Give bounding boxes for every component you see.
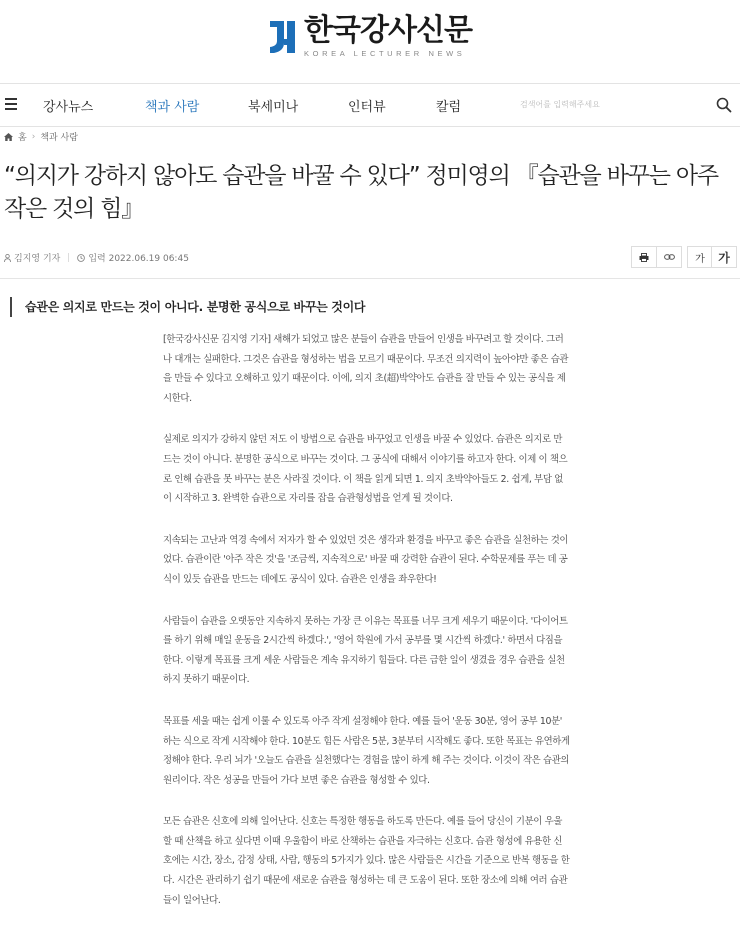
site-logo[interactable] xyxy=(268,12,472,58)
user-icon xyxy=(4,254,11,262)
breadcrumb-section[interactable]: 책과 사람 xyxy=(40,133,78,143)
breadcrumb xyxy=(4,130,78,143)
breadcrumb-home[interactable]: 홈 xyxy=(18,133,27,143)
main-nav xyxy=(0,83,740,127)
link-icon xyxy=(664,253,675,261)
print-icon xyxy=(639,253,649,262)
logo-subtitle: KOREA LECTURER NEWS xyxy=(304,48,466,58)
clock-icon xyxy=(77,254,85,262)
nav-item-book-seminar[interactable]: 북세미나 xyxy=(248,100,299,115)
masthead xyxy=(0,0,740,72)
article-subtitle: 습관은 의지로 만드는 것이 아니다. 분명한 공식으로 바꾸는 것이다 xyxy=(10,297,365,317)
logo-title: 한국강사신문 xyxy=(304,12,472,48)
chevron-right-icon: › xyxy=(31,131,36,142)
nav-item-column[interactable]: 칼럼 xyxy=(436,100,462,115)
article-date: 입력 2022.06.19 06:45 xyxy=(88,254,189,264)
font-increase-button[interactable]: 가 xyxy=(711,246,737,268)
font-decrease-button[interactable]: 가 xyxy=(687,246,713,268)
search-input[interactable]: 검색어를 입력해주세요 xyxy=(520,100,600,109)
article-paragraph: 목표를 세울 때는 쉽게 이룰 수 있도록 아주 작게 설정해야 한다. 예를 들어 '운동 30분, 영어 공부 10분' 하는 식으로 작게 시작해야 한다. 10분도 힘든 사람은 5분, 3분부터 시작해도 좋다. 또한 목표는 유연하게 정해야 한다. 우리 뇌가 '오늘도 습관을 실천했다'는 경험을 많이 하게 해 주는 것이다. 이것이 작은 습관의 원리이다. 작은 성공을 만들어 가다 보면 좋은 습관을 형성할 수 있다. xyxy=(163,715,570,786)
home-icon xyxy=(4,133,13,141)
search-icon[interactable] xyxy=(716,97,732,113)
print-button[interactable] xyxy=(631,246,657,268)
nav-item-interview[interactable]: 인터뷰 xyxy=(348,100,386,115)
article-author[interactable]: 김지영 기자 xyxy=(14,254,61,264)
nav-item-books-people[interactable]: 책과 사람 xyxy=(145,100,200,115)
copy-link-button[interactable] xyxy=(656,246,682,268)
article-headline: “의지가 강하지 않아도 습관을 바꿀 수 있다” 정미영의 『습관을 바꾸는 아주 작은 것의 힘』 xyxy=(4,163,718,222)
article-meta xyxy=(4,251,189,264)
article-body xyxy=(163,330,570,932)
article-paragraph: 지속되는 고난과 역경 속에서 저자가 할 수 있었던 것은 생각과 환경을 바꾸고 좋은 습관을 실천하는 것이었다. 습관이란 '아주 작은 것'을 '조금씩, 지속적으로' 바꿀 때 강력한 습관이 된다. 수학문제를 푸는 데 공식이 있듯 습관을 만드는 데에도 공식이 있다. 습관은 인생을 좌우한다! xyxy=(163,534,569,585)
article-paragraph: 모든 습관은 신호에 의해 일어난다. 신호는 특정한 행동을 하도록 만든다. 예를 들어 당신이 기분이 우울할 때 산책을 하고 싶다면 이때 우울함이 바로 산책하는 습관을 자극하는 신호다. 습관 형성에 유용한 신호에는 시간, 장소, 감정 상태, 사람, 행동의 5가지가 있다. 많은 사람들은 시간을 기준으로 반복 행동을 한다. 시간은 관리하기 쉽기 때문에 새로운 습관을 형성하는 데 큰 도움이 된다. 또한 장소에 의해 여러 습관들이 일어난다. xyxy=(163,816,570,906)
article-paragraph: 실제로 의지가 강하지 않던 저도 이 방법으로 습관을 바꾸었고 인생을 바꿀 수 있었다. 습관은 의지로 만드는 것이 아니다. 분명한 공식으로 바꾸는 것이다. 그 공식에 대해서 이야기를 하고자 한다. 이제 이 책으로 인해 습관을 못 바꾸는 분은 사라질 것이다. 이 책을 읽게 되면 1. 의지 초박약아들도 2. 쉽게, 부담 없이 시작하고 3. 완벽한 습관으로 자리를 잡을 습관형성법을 얻게 될 것이다. xyxy=(163,434,568,505)
nav-item-lecturer-news[interactable]: 강사뉴스 xyxy=(43,100,94,115)
logo-mark-icon xyxy=(268,17,298,55)
article-paragraph: 사람들이 습관을 오랫동안 지속하지 못하는 가장 큰 이유는 목표를 너무 크게 세우기 때문이다. '다이어트를 하기 위해 매일 운동을 2시간씩 하겠다.', '영어 학원에 가서 공부를 몇 시간씩 하겠다.' 하면서 다짐을 한다. 이렇게 목표를 크게 세운 사람들은 계속 유지하기 힘들다. 다른 급한 일이 생겼을 경우 습관을 실천하지 못하기 때문이다. xyxy=(163,615,568,686)
divider xyxy=(0,278,740,279)
meta-divider xyxy=(68,253,69,262)
menu-icon[interactable] xyxy=(5,98,17,110)
article-paragraph: [한국강사신문 김지영 기자] 새해가 되었고 많은 분들이 습관을 만들어 인생을 바꾸려고 할 것이다. 그러나 대개는 실패한다. 그것은 습관을 형성하는 법을 모르기 때문이다. 무조건 의지력이 높아야만 좋은 습관을 만들 수 있다고 오해하고 있기 때문이다. 이에, 의지 초(超)박약아도 습관을 잘 만들 수 있는 공식을 제시한다. xyxy=(163,334,569,404)
